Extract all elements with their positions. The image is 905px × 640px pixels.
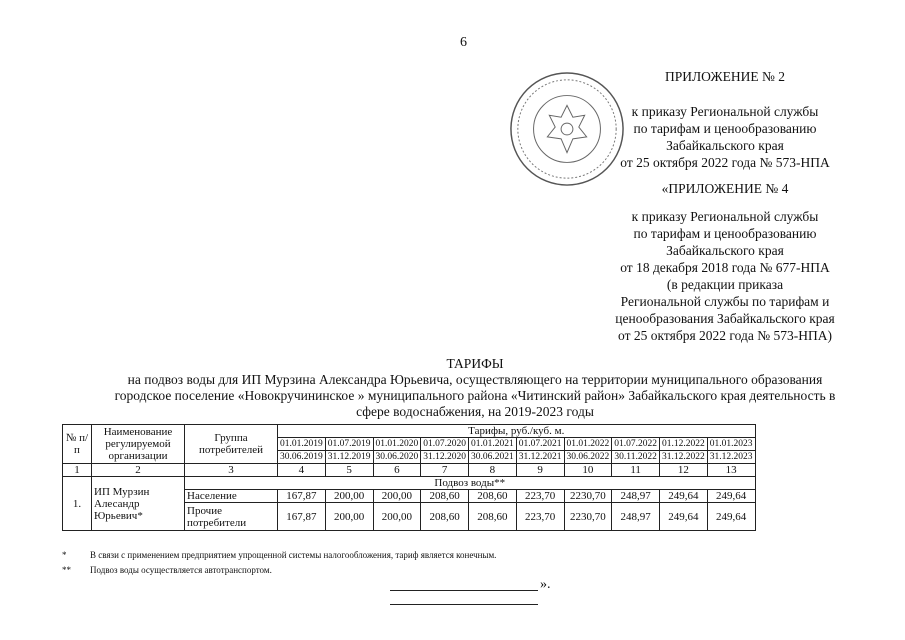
bottom-rule [390, 604, 538, 605]
column-number-row [63, 464, 756, 477]
column-number-cell: 2 [92, 464, 185, 477]
period-to-cell: 30.11.2022 [612, 451, 660, 464]
period-to-cell: 31.12.2019 [325, 451, 373, 464]
tariff-value-cell: 223,70 [516, 490, 564, 503]
doc-title: ТАРИФЫ на подвоз воды для ИП Мурзина Александра Юрьевича, осуществляющего на территории муниципального образования городское поселение «Новокручининское » муниципального района «Читинский район» Забайкальского края деятельность в сфере водоснабжения, на 2019-2023 годы [70, 356, 880, 420]
tariff-value-cell: 208,60 [421, 503, 469, 531]
period-to-cell: 30.06.2022 [564, 451, 612, 464]
header-num: № п/п [63, 425, 92, 464]
closing-quote: ». [540, 577, 551, 592]
tariff-value-cell: 167,87 [278, 503, 326, 531]
org-name: ИП Мурзин Алесандр Юрьевич* [92, 477, 185, 531]
tariff-value-cell: 249,64 [707, 503, 755, 531]
period-from-cell: 01.01.2019 [278, 438, 326, 451]
tariff-value-cell: 208,60 [469, 490, 517, 503]
row-number: 1. [63, 477, 92, 531]
column-number-cell: 7 [421, 464, 469, 477]
tariff-value-cell: 200,00 [373, 503, 421, 531]
period-to-cell: 31.12.2021 [516, 451, 564, 464]
column-number-cell: 5 [325, 464, 373, 477]
tariff-value-cell: 2230,70 [564, 503, 612, 531]
consumer-group-cell: Население [185, 490, 278, 503]
period-to-cell: 31.12.2022 [660, 451, 708, 464]
footnote-2: ** Подвоз воды осуществляется автотранспортом. [62, 565, 272, 575]
period-to-cell: 30.06.2019 [278, 451, 326, 464]
section-row [63, 477, 756, 490]
appendix-old-text: к приказу Региональной службы по тарифам и ценообразованию Забайкальского края от 18 декабря 2018 года № 677-НПА (в редакции приказа Региональной службы по тарифам и ценообразования Забайкальского края от 25 октября 2022 года № 573-НПА) [615, 209, 835, 343]
period-to-cell: 31.12.2020 [421, 451, 469, 464]
tariff-value-cell: 248,97 [612, 503, 660, 531]
tariff-value-cell: 2230,70 [564, 490, 612, 503]
appendix-new-heading: ПРИЛОЖЕНИЕ № 2 [664, 69, 786, 84]
tariff-value-cell: 200,00 [325, 490, 373, 503]
tariff-value-cell: 249,64 [660, 490, 708, 503]
period-from-cell: 01.07.2020 [421, 438, 469, 451]
period-to-cell: 31.12.2023 [707, 451, 755, 464]
signature-line [390, 590, 538, 591]
period-from-cell: 01.12.2022 [660, 438, 708, 451]
column-number-cell: 1 [63, 464, 92, 477]
tariff-value-cell: 200,00 [373, 490, 421, 503]
tariff-value-cell: 208,60 [421, 490, 469, 503]
column-number-cell: 13 [707, 464, 755, 477]
column-number-cell: 9 [516, 464, 564, 477]
column-number-cell: 4 [278, 464, 326, 477]
tariff-value-cell: 208,60 [469, 503, 517, 531]
period-from-cell: 01.01.2022 [564, 438, 612, 451]
period-from-cell: 01.01.2021 [469, 438, 517, 451]
header-org: Наименование регулируемой организации [92, 425, 185, 464]
tariff-value-cell: 249,64 [707, 490, 755, 503]
period-from-cell: 01.01.2020 [373, 438, 421, 451]
header-group: Группа потребителей [185, 425, 278, 464]
period-from-cell: 01.01.2023 [707, 438, 755, 451]
column-number-cell: 3 [185, 464, 278, 477]
column-number-cell: 10 [564, 464, 612, 477]
tariff-value-cell: 248,97 [612, 490, 660, 503]
table-header-row [63, 425, 756, 438]
period-from-cell: 01.07.2019 [325, 438, 373, 451]
column-number-cell: 12 [660, 464, 708, 477]
header-tariffs: Тарифы, руб./куб. м. [278, 425, 756, 438]
period-to-cell: 30.06.2021 [469, 451, 517, 464]
period-from-cell: 01.07.2021 [516, 438, 564, 451]
appendix-old-heading: «ПРИЛОЖЕНИЕ № 4 [661, 181, 789, 196]
doc-title-heading: ТАРИФЫ [446, 356, 504, 371]
tariff-value-cell: 167,87 [278, 490, 326, 503]
footnote-1: * В связи с применением предприятием упрощенной системы налогообложения, тариф является конечным. [62, 550, 497, 560]
section-label: Подвоз воды** [185, 477, 756, 490]
tariff-table [62, 424, 756, 531]
period-from-cell: 01.07.2022 [612, 438, 660, 451]
column-number-cell: 8 [469, 464, 517, 477]
appendix-new-text: к приказу Региональной службы по тарифам и ценообразованию Забайкальского края от 25 октября 2022 года № 573-НПА [620, 104, 830, 170]
consumer-group-cell: Прочие потребители [185, 503, 278, 531]
page-number: 6 [460, 35, 467, 50]
column-number-cell: 6 [373, 464, 421, 477]
tariff-value-cell: 249,64 [660, 503, 708, 531]
column-number-cell: 11 [612, 464, 660, 477]
tariff-value-cell: 200,00 [325, 503, 373, 531]
tariff-value-cell: 223,70 [516, 503, 564, 531]
period-to-cell: 30.06.2020 [373, 451, 421, 464]
